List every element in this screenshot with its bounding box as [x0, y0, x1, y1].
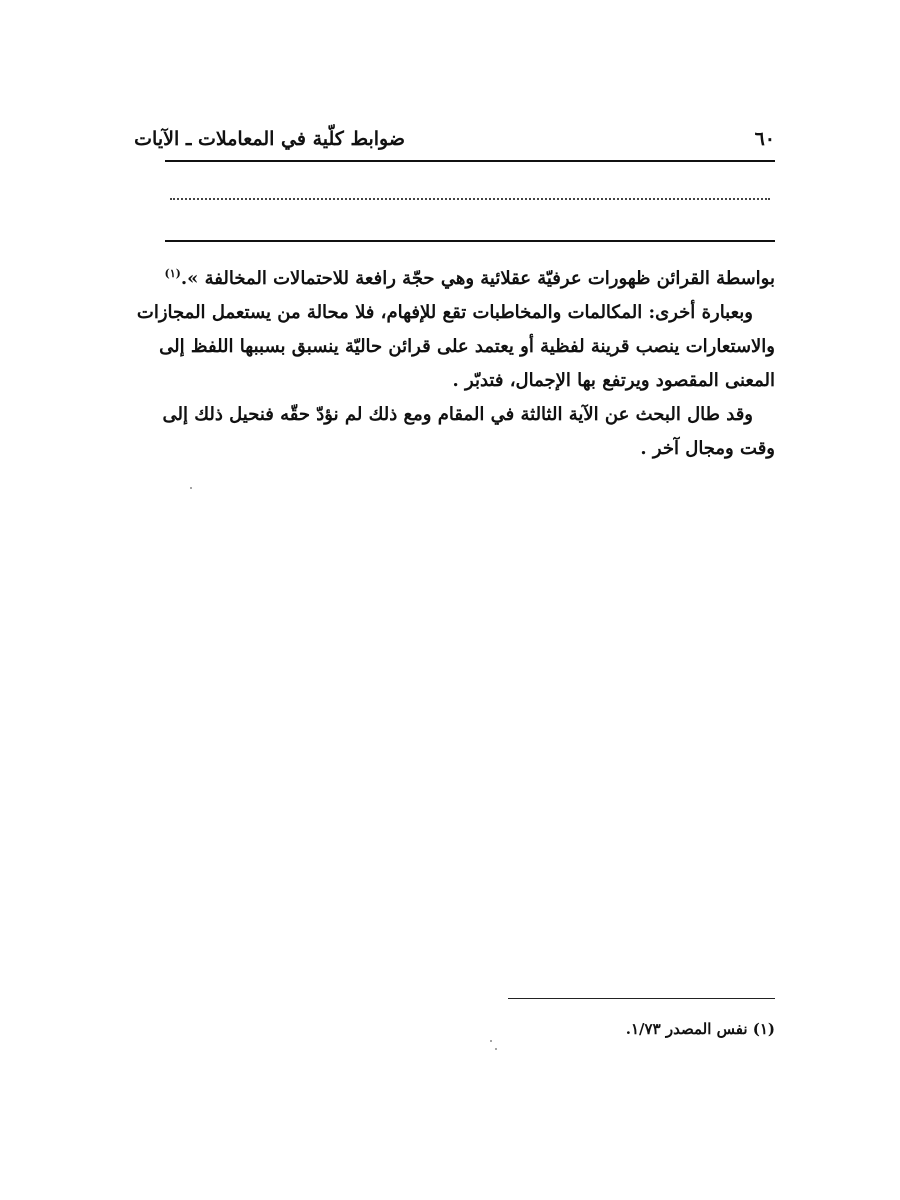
- scan-speck: [190, 487, 192, 489]
- footnote-rule: [508, 998, 775, 999]
- body-line-2: وبعبارة أخرى: المكالمات والمخاطبات تقع للإفهام، فلا محالة من يستعمل المجازات: [136, 302, 753, 323]
- body-line-1: بواسطة القرائن ظهورات عرفيّة عقلائية وهي حجّة رافعة للاحتمالات المخالفة ».$^{(١)}$: [164, 267, 775, 289]
- body-line-4: المعنى المقصود ويرتفع بها الإجمال، فتدبّر .: [452, 370, 775, 391]
- scan-speck: [495, 1048, 497, 1050]
- page-header: [134, 128, 775, 156]
- body-line-3: والاستعارات ينصب قرينة لفظية أو يعتمد على قرائن حاليّة ينسبق بسببها اللفظ إلى: [159, 336, 775, 357]
- footnote: (١) نفس المصدر ١/٧٣.: [625, 1020, 775, 1038]
- body-line-5: وقد طال البحث عن الآية الثالثة في المقام ومع ذلك لم نؤدّ حقّه فنحيل ذلك إلى: [162, 404, 753, 425]
- footnote-marker: (١): [164, 267, 181, 280]
- section-rule: [165, 240, 775, 242]
- page-number: ٦٠: [754, 128, 775, 150]
- dotted-separator: [170, 198, 770, 200]
- body-text: [136, 262, 775, 466]
- body-line-6: وقت ومجال آخر .: [640, 438, 775, 459]
- running-title: ضوابط كلّية في المعاملات ـ الآيات: [134, 128, 405, 150]
- header-rule: [165, 160, 775, 162]
- scan-speck: [490, 1040, 492, 1042]
